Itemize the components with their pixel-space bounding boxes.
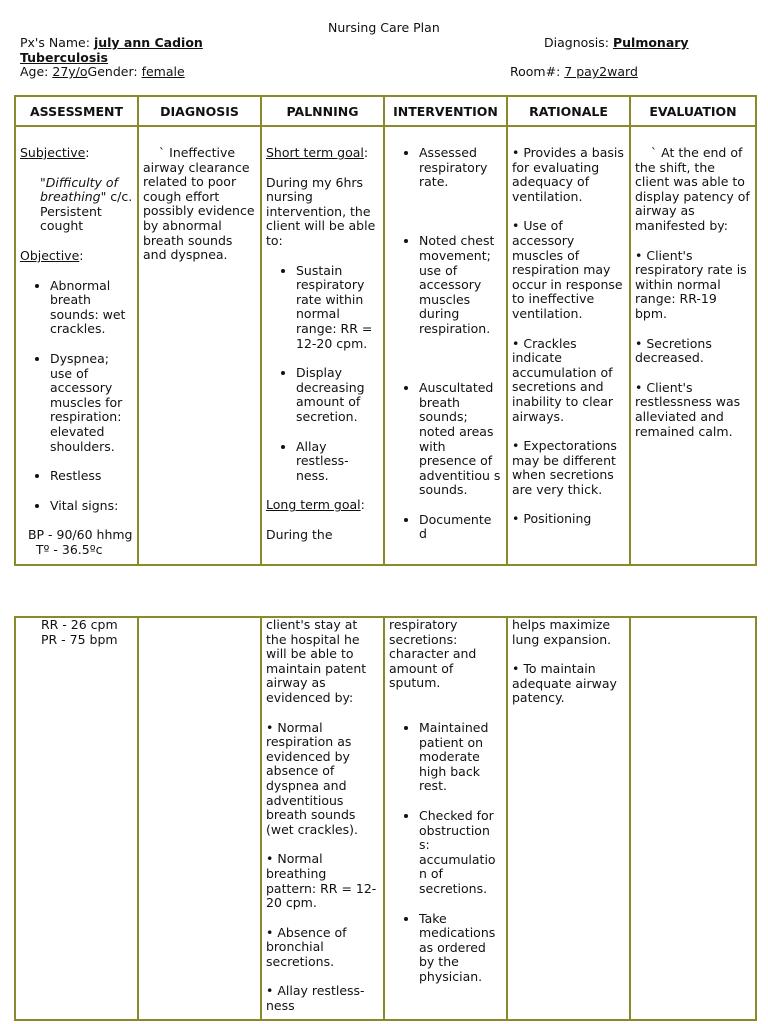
page-title: Nursing Care Plan <box>328 20 440 35</box>
list-item: • Vital signs: <box>50 499 133 514</box>
text-run: : <box>79 247 84 263</box>
text-run: Tº - 36.5ºc <box>20 541 103 557</box>
bullet-list <box>20 279 133 514</box>
text-run: BP - 90/60 hhmg <box>20 527 133 543</box>
list-item: • Auscultated breath sounds; noted areas with presence of adventitiou s sounds. <box>419 381 502 498</box>
cell-paragraph <box>635 337 751 366</box>
content-row <box>15 126 756 565</box>
text-run: • Normal breathing pattern: RR = 12-20 cpm. <box>266 851 377 911</box>
text-run: respiratory secretions: character and amount of sputum. <box>389 617 481 691</box>
planning-cell <box>261 126 384 565</box>
column-header-assessment: ASSESSMENT <box>15 96 138 126</box>
cell-paragraph <box>635 381 751 439</box>
cell-paragraph <box>635 249 751 322</box>
cell-paragraph <box>266 926 379 970</box>
room-row <box>510 64 638 79</box>
list-item: • Dyspnea; use of accessory muscles for respiration: elevated shoulders. <box>50 352 133 454</box>
bullet-list <box>389 721 502 985</box>
list-item: • Allay restless-ness. <box>296 440 379 484</box>
diagnosis-label: Diagnosis: <box>544 35 609 50</box>
list-item: • Maintained patient on moderate high back rest. <box>419 721 502 794</box>
text-run: : <box>85 145 90 160</box>
cell-paragraph <box>20 528 133 543</box>
cell-paragraph <box>266 618 379 706</box>
text-run: c/c. Persistent cought <box>40 189 137 234</box>
cell-paragraph <box>20 174 137 234</box>
cell-paragraph <box>20 146 133 161</box>
rationale-cell <box>507 126 630 565</box>
list-item: • Display decreasing amount of secretion. <box>296 366 379 424</box>
text-run: helps maximize lung expansion. <box>512 617 615 647</box>
column-header-intervention: INTERVENTION <box>384 96 507 126</box>
cell-paragraph <box>20 249 133 264</box>
cell-paragraph <box>266 176 379 249</box>
intervention-cell <box>384 617 507 1020</box>
patient-name-label: Px's Name: <box>20 35 90 50</box>
text-run: • Normal respiration as evidenced by absence of dyspnea and adventitious breath sounds (wet crackles). <box>266 719 360 837</box>
cell-paragraph <box>20 543 133 558</box>
cell-paragraph <box>512 219 625 321</box>
evaluation-cell <box>630 126 756 565</box>
text-run: PR - 75 bpm <box>33 631 118 647</box>
patient-name-value: july ann Cadion <box>93 35 203 50</box>
text-run: • Allay restless-ness <box>266 983 365 1014</box>
gender-value: female <box>141 64 185 79</box>
text-run: • Absence of bronchial secretions. <box>266 924 351 969</box>
text-run: • Provides a basis for evaluating adequacy of ventilation. <box>512 145 628 204</box>
cell-paragraph <box>512 337 625 425</box>
cell-paragraph <box>266 528 379 543</box>
assessment-cell <box>15 126 138 565</box>
list-item: • Assessed respiratory rate. <box>419 146 502 190</box>
cell-paragraph <box>266 852 379 910</box>
diagnosis-row <box>544 35 695 50</box>
diagnosis-value: Pulmonary <box>612 35 689 50</box>
cell-paragraph <box>389 618 502 691</box>
text-run: RR - 26 cpm <box>33 617 118 632</box>
diagnosis-cell <box>138 617 261 1020</box>
header-row <box>15 96 756 126</box>
age-label: Age: <box>20 64 49 79</box>
care-plan-table-page-2 <box>14 616 757 1021</box>
content-row <box>15 617 756 1020</box>
cell-paragraph <box>33 633 133 648</box>
text-run: During the <box>266 526 333 542</box>
text-run: Subjective <box>20 145 86 160</box>
text-run: • Client's respiratory rate is within normal range: RR-19 bpm. <box>635 247 751 321</box>
room-value: 7 pay2ward <box>564 64 638 79</box>
cell-paragraph <box>512 439 625 497</box>
column-header-rationale: RATIONALE <box>507 96 630 126</box>
list-item: • Restless <box>50 469 133 484</box>
text-run: client's stay at the hospital he will be able to maintain patent airway as evidenced by: <box>266 617 371 705</box>
evaluation-cell <box>630 617 756 1020</box>
column-header-evaluation: EVALUATION <box>630 96 756 126</box>
list-item <box>419 352 502 367</box>
list-item: • Checked for obstruction s: accumulatio n of secretions. <box>419 809 502 897</box>
list-item: • Abnormal breath sounds: wet crackles. <box>50 279 133 337</box>
planning-cell <box>261 617 384 1020</box>
text-run: • To maintain adequate airway patency. <box>512 661 621 706</box>
column-header-planning: PALNNING <box>261 96 384 126</box>
assessment-cell <box>15 617 138 1020</box>
list-item: • Documente d <box>419 513 502 542</box>
text-run: ` At the end of the shift, the client was able to display patency of airway as manifested by: <box>635 145 754 233</box>
cell-paragraph <box>266 984 379 1013</box>
age-gender-row <box>20 64 185 79</box>
text-run: • Secretions decreased. <box>635 335 716 366</box>
text-run: • Use of accessory muscles of respiration may occur in response to ineffective ventilation. <box>512 218 627 321</box>
age-value: 27y/o <box>52 64 88 79</box>
text-run: During my 6hrs nursing intervention, the client will be able to: <box>266 174 380 248</box>
cell-paragraph <box>143 145 259 263</box>
text-run: Short term goal <box>266 145 364 160</box>
patient-name-row <box>20 35 231 50</box>
intervention-cell <box>384 126 507 565</box>
cell-paragraph <box>512 145 628 204</box>
cell-paragraph <box>266 498 379 513</box>
text-run: ` Ineffective airway clearance related to poor cough effort possibly evidence by abnormal breath sounds and dyspnea. <box>143 145 259 263</box>
cell-paragraph <box>512 618 625 647</box>
text-run: Objective <box>20 247 80 263</box>
list-item: • Sustain respiratory rate within normal range: RR = 12-20 cpm. <box>296 264 379 352</box>
text-run: • Positioning <box>512 511 592 527</box>
cell-paragraph <box>512 662 625 706</box>
text-run: • Crackles indicate accumulation of secretions and inability to clear airways. <box>512 335 618 424</box>
text-run: • Expectorations may be different when secretions are very thick. <box>512 438 621 497</box>
room-label: Room#: <box>510 64 561 79</box>
cell-paragraph <box>266 721 379 838</box>
bullet-list <box>266 264 379 484</box>
text-run: : <box>360 497 365 513</box>
text-run: "Difficulty of breathing" <box>40 174 122 205</box>
text-run: Long term goal <box>266 497 361 513</box>
cell-paragraph <box>266 146 379 161</box>
rationale-cell <box>507 617 630 1020</box>
list-item: • Take medications as ordered by the physician. <box>419 912 502 985</box>
gender-label: Gender: <box>87 64 138 79</box>
bullet-list <box>389 146 502 542</box>
diagnosis-cell <box>138 126 261 565</box>
cell-paragraph <box>33 618 133 633</box>
list-item: • Noted chest movement; use of accessory muscles during respiration. <box>419 234 502 336</box>
text-run: • Client's restlessness was alleviated and remained calm. <box>635 379 745 439</box>
cell-paragraph <box>512 512 625 527</box>
diagnosis-value-continued: Tuberculosis <box>20 50 108 65</box>
text-run: : <box>363 145 369 160</box>
care-plan-table-page-1 <box>14 95 757 566</box>
column-header-diagnosis: DIAGNOSIS <box>138 96 261 126</box>
list-item <box>419 205 502 220</box>
cell-paragraph <box>635 145 754 234</box>
